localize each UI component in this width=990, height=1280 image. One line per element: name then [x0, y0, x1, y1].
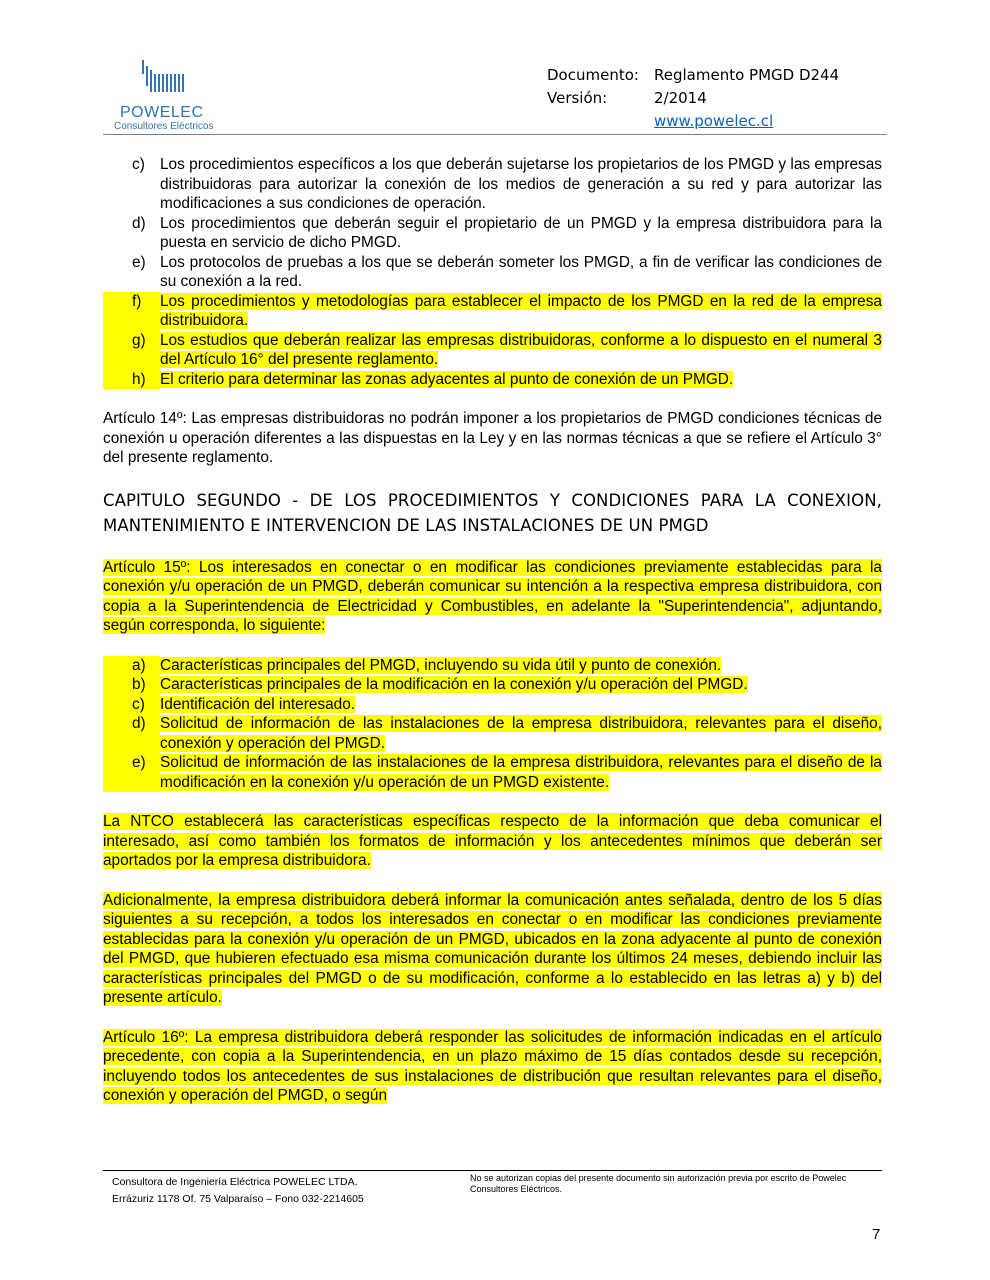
list-item-highlighted [103, 675, 882, 695]
list-text: Características principales de la modificación en la conexión y/u operación del PMGD. [160, 676, 748, 693]
header-label [547, 110, 654, 133]
list-item-highlighted [103, 695, 882, 715]
list-label: h) [103, 370, 160, 390]
list-label: d) [132, 214, 146, 232]
list-item [103, 155, 882, 214]
list-label: c) [132, 156, 145, 173]
list-item-highlighted [103, 714, 882, 753]
header-row-website [547, 110, 839, 133]
powelec-logo [110, 58, 230, 134]
list-requirements [103, 656, 882, 793]
additional-paragraph: Adicionalmente, la empresa distribuidora deberá informar la comunicación antes señalada, dentro de los 5 días siguientes a su recepción, a todos los interesados en conectar o en modificar las condiciones previamente establecidas para la conexión y/u operación de un PMGD, ubicados en la zona adyacente al punto de conexión del PMGD, que hubieren efectuado esa misma comunicación durante los últimos 24 meses, debiendo incluir las características principales del PMGD o de su modificación, conforme a lo establecido en las letras a) y b) del presente artículo. [103, 891, 882, 1006]
logo-subtitle: Consultores Eléctricos [114, 121, 214, 132]
chapter-title: CAPITULO SEGUNDO - DE LOS PROCEDIMIENTOS Y CONDICIONES PARA LA CONEXION, MANTENIMIENTO E INTERVENCION DE LAS INSTALACIONES DE UN PMGD [103, 490, 882, 535]
list-text: Los procedimientos y metodologías para establecer el impacto de los PMGD en la red de la empresa distribuidora. [160, 292, 882, 329]
list-text: Los estudios que deberán realizar las empresas distribuidoras, conforme a lo dispuesto en el numeral 3 del Artículo 16° del presente reglamento. [160, 331, 882, 368]
list-item-highlighted [103, 753, 882, 792]
list-text: Los procedimientos que deberán seguir el propietario de un PMGD y la empresa distribuidora para la puesta en servicio de dicho PMGD. [160, 214, 882, 251]
footer-company [112, 1174, 364, 1208]
article-15: Artículo 15º: Los interesados en conectar o en modificar las condiciones previamente establecidas para la conexión y/u operación de un PMGD, deberán comunicar su intención a la respectiva empresa distribuidora, con copia a la Superintendencia de Electricidad y Combustibles, en adelante la "Superintendencia", adjuntando, según corresponda, lo siguiente: [103, 558, 882, 634]
list-item [103, 214, 882, 253]
list-item [103, 253, 882, 292]
list-label: f) [103, 292, 160, 331]
page-number: 7 [872, 1226, 881, 1243]
list-text: El criterio para determinar las zonas adyacentes al punto de conexión de un PMGD. [160, 370, 734, 388]
document-header [547, 64, 839, 133]
logo-brand: POWELEC [120, 104, 204, 121]
list-text: Características principales del PMGD, incluyendo su vida útil y punto de conexión. [160, 656, 722, 674]
footer-company-name: Consultora de Ingeniería Eléctrica POWELEC LTDA. [112, 1176, 358, 1188]
ntco-paragraph: La NTCO establecerá las características específicas respecto de la información que deba comunicar el interesado, así como también los formatos de información y los antecedentes mínimos que deberán ser aportados por la empresa distribuidora. [103, 813, 882, 869]
list-item-highlighted [103, 292, 882, 331]
list-label: c) [103, 695, 160, 715]
list-item-highlighted [103, 656, 882, 676]
article-16: Artículo 16º: La empresa distribuidora deberá responder las solicitudes de información indicadas en el artículo precedente, con copia a la Superintendencia, en un plazo máximo de 15 días contados desde su recepción, incluyendo todos los antecedentes de sus instalaciones de distribución que resultan relevantes para el diseño, conexión y operación del PMGD, o según [103, 1028, 882, 1104]
list-text: Solicitud de información de las instalaciones de la empresa distribuidora, relevantes para el diseño de la modificación en la conexión y/u operación de un PMGD existente. [160, 754, 882, 791]
article-14: Artículo 14º: Las empresas distribuidoras no podrán imponer a los propietarios de PMGD condiciones técnicas de conexión u operación diferentes a las dispuestas en la Ley y en las normas técnicas a que se refiere el Artículo 3° del presente reglamento. [103, 410, 882, 466]
list-text: Los procedimientos específicos a los que deberán sujetarse los propietarios de los PMGD y las empresas distribuidoras para autorizar la conexión de los medios de generación a su red y para autorizar las modificaciones a sus condiciones de operación. [160, 156, 882, 212]
header-label: Versión: [547, 89, 608, 107]
header-row-version [547, 87, 839, 110]
list-label: g) [103, 331, 160, 370]
list-label: e) [103, 753, 160, 792]
list-label: b) [103, 675, 160, 695]
list-label: d) [103, 714, 160, 753]
header-divider [103, 134, 887, 135]
footer-divider [103, 1170, 882, 1171]
list-procedures [103, 155, 882, 389]
list-text: Identificación del interesado. [160, 695, 356, 713]
list-item-highlighted [103, 370, 882, 390]
list-label: e) [132, 253, 146, 271]
header-row-document [547, 64, 839, 87]
header-value: Reglamento PMGD D244 [654, 66, 840, 84]
header-label: Documento: [547, 66, 639, 84]
document-body [103, 155, 882, 1106]
footer-disclaimer: No se autorizan copias del presente documento sin autorización previa por escrito de Powelec Consultores Eléctricos. [470, 1173, 847, 1194]
website-link[interactable]: www.powelec.cl [654, 112, 774, 130]
footer-address: Errázuriz 1178 Of. 75 Valparaíso – Fono 032-2214605 [112, 1193, 364, 1205]
logo-bars-icon [132, 58, 192, 98]
list-item-highlighted [103, 331, 882, 370]
list-text: Los protocolos de pruebas a los que se deberán someter los PMGD, a fin de verificar las condiciones de su conexión a la red. [160, 253, 882, 290]
list-text: Solicitud de información de las instalaciones de la empresa distribuidora, relevantes para el diseño, conexión y operación del PMGD. [160, 715, 882, 752]
list-label: a) [103, 656, 160, 676]
header-value: 2/2014 [654, 89, 707, 107]
